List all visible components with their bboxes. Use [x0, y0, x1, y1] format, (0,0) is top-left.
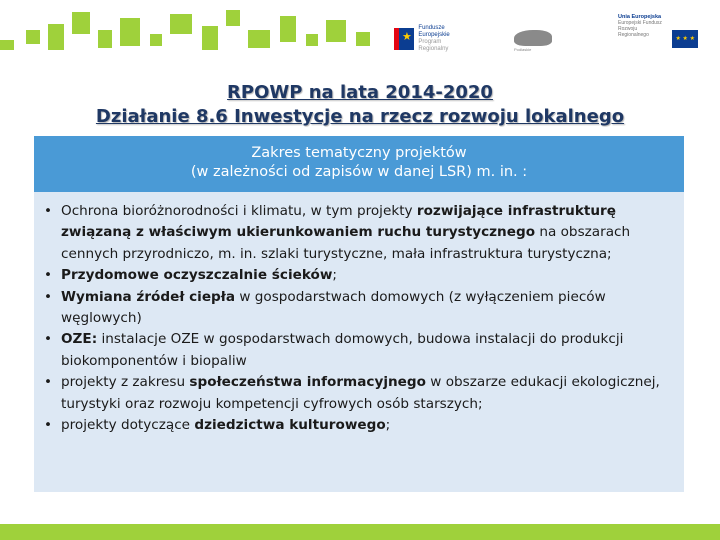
- fe-logo-line3: Program Regionalny: [418, 39, 449, 52]
- content-box: [34, 192, 684, 492]
- decor-square: [202, 26, 218, 50]
- decor-square: [280, 16, 296, 42]
- bullet-item: [42, 329, 672, 372]
- bottom-decorative-band: [0, 524, 720, 540]
- bullet-text: Ochrona bioróżnorodności i klimatu, w tym projekty: [61, 203, 417, 219]
- topic-header: [34, 136, 684, 192]
- bullet-bold-text: rozwijające infrastrukturę związaną z właściwym ukierunkowaniem ruchu turystycznego: [61, 203, 616, 241]
- decor-square: [356, 32, 370, 46]
- bullet-item: [42, 415, 672, 436]
- bullet-text: instalacje OZE w gospodarstwach domowych, budowa instalacji do produkcji biokomponentów i biopaliw: [61, 331, 624, 369]
- decor-square: [72, 12, 90, 34]
- bullet-bold-text: społeczeństwa informacyjnego: [189, 374, 426, 391]
- decor-square: [98, 30, 112, 48]
- bullet-bold-text: Przydomowe oczyszczalnie ścieków: [61, 267, 333, 284]
- decor-square: [306, 34, 318, 46]
- fundusze-europejskie-logo: [394, 14, 468, 64]
- fe-logo-line1: Fundusze: [418, 25, 445, 31]
- decor-square: [120, 18, 140, 46]
- bullet-item: [42, 287, 672, 330]
- eu-flag-icon: ★ ★ ★: [672, 30, 698, 48]
- decor-square: [48, 24, 64, 50]
- bullet-text: w gospodarstwach domowych (z wyłączeniem pieców węglowych): [61, 288, 606, 327]
- bullet-bold-text: dziedzictwa kulturowego: [194, 417, 386, 434]
- topic-header-line2: (w zależności od zapisów w danej LSR) m. in. :: [190, 164, 528, 180]
- decor-square: [170, 14, 192, 34]
- bullet-bold-text: OZE:: [61, 331, 98, 348]
- decor-square: [326, 20, 346, 42]
- eu-logo-line3: Rozwoju Regionalnego: [618, 26, 649, 38]
- bullet-text: ;: [332, 267, 337, 284]
- podlaskie-logo: [514, 30, 560, 80]
- decor-square: [226, 10, 240, 26]
- decor-square: [248, 30, 270, 48]
- bullet-item: [42, 201, 672, 265]
- bullet-text: ;: [385, 417, 391, 434]
- decor-square: [150, 34, 162, 46]
- slide-title-line1: RPOWP na lata 2014-2020: [227, 82, 493, 103]
- decor-square: [0, 40, 14, 50]
- eu-logo-line2: Europejski Fundusz: [618, 20, 662, 26]
- bison-icon: [514, 30, 552, 46]
- eu-logo-line1: Unia Europejska: [618, 14, 662, 20]
- eu-logo: [618, 14, 698, 64]
- bullet-text: projekty z zakresu: [61, 374, 190, 391]
- bullet-item: [42, 372, 672, 415]
- bullet-text: w obszarze edukacji ekologicznej, turystyki oraz rozwoju kompetencji cyfrowych osób starszych;: [61, 374, 660, 412]
- bullet-text: na obszarach cennych przyrodniczo, m. in. szlaki turystyczne, mała infrastruktura turystyczna;: [61, 224, 631, 262]
- topic-header-line1: Zakres tematyczny projektów: [251, 145, 467, 161]
- podlaskie-label: Podlaskie: [514, 47, 532, 52]
- fundusze-flag-icon: [394, 28, 414, 50]
- slide-title-line2: Działanie 8.6 Inwestycje na rzecz rozwoju lokalnego: [95, 106, 625, 127]
- bullet-list: [42, 201, 672, 436]
- bullet-item: [42, 265, 672, 286]
- fe-logo-line2: Europejskie: [418, 32, 450, 38]
- top-decorative-band: [0, 0, 720, 78]
- decor-square: [26, 30, 40, 44]
- bullet-bold-text: Wymiana źródeł ciepła: [61, 288, 236, 305]
- bullet-text: projekty dotyczące: [61, 417, 195, 434]
